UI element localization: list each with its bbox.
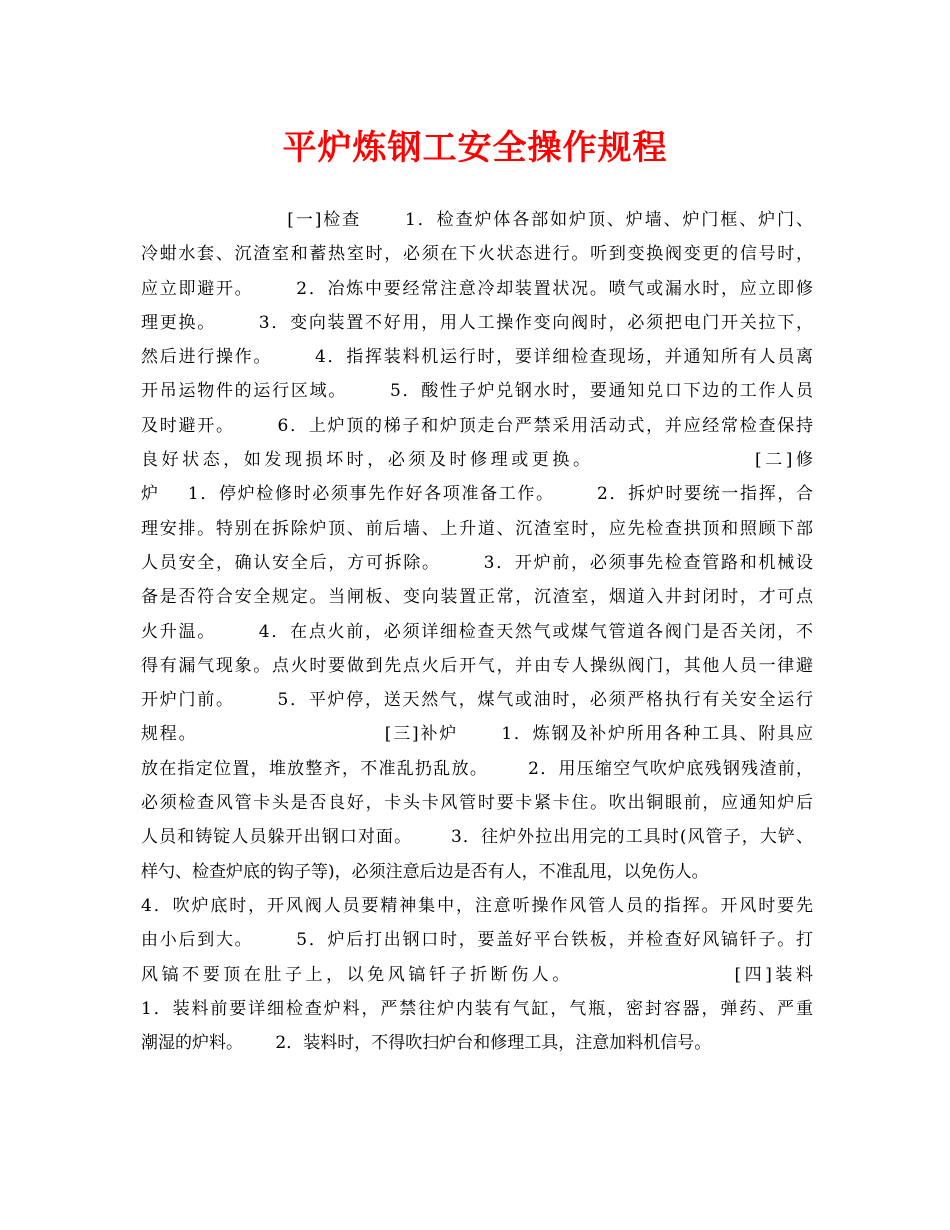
body-line: 风镐不要顶在肚子上，以免风镐钎子折断伤人。 [四]装料: [141, 964, 813, 985]
body-line: 炉 1．停炉检修时必须事先作好各项准备工作。 2．拆炉时要统一指挥，合: [141, 484, 813, 505]
body-line: 潮湿的炉料。 2．装料时，不得吹扫炉台和修理工具，注意加料机信号。: [141, 1033, 712, 1054]
body-line: 良好状态，如发现损坏时，必须及时修理或更换。 [二]修: [141, 450, 813, 471]
body-line: 备是否符合安全规定。当闸板、变向装置正常，沉渣室，烟道入井封闭时，才可点: [141, 587, 813, 608]
body-line: 开炉门前。 5．平炉停，送天然气，煤气或油时，必须严格执行有关安全运行: [141, 690, 813, 711]
body-line: 开吊运物件的运行区域。 5．酸性子炉兑钢水时，要通知兑口下边的工作人员: [141, 381, 813, 402]
body-line: 必须检查风管卡头是否良好，卡头卡风管时要卡紧卡住。吹出铜眼前，应通知炉后: [141, 793, 813, 814]
body-line: [一]检查 1．检查炉体各部如炉顶、炉墙、炉门框、炉门、: [141, 210, 813, 230]
body-line: 火升温。 4．在点火前，必须详细检查天然气或煤气管道各阀门是否关闭，不: [141, 621, 813, 642]
body-line: 应立即避开。 2．冶炼中要经常注意冷却装置状况。喷气或漏水时，应立即修: [141, 278, 813, 299]
body-line: 规程。 [三]补炉 1．炼钢及补炉所用各种工具、附具应: [141, 724, 813, 745]
body-line: 样勺、检查炉底的钩子等)，必须注意后边是否有人，不准乱甩，以免伤人。: [141, 861, 709, 882]
body-line: 放在指定位置，堆放整齐，不准乱扔乱放。 2．用压缩空气吹炉底残钢残渣前，: [141, 758, 813, 779]
document-body: [141, 203, 813, 1060]
body-line: 理更换。 3．变向装置不好用，用人工操作变向阀时，必须把电门开关拉下，: [141, 312, 813, 333]
body-line: 人员安全，确认安全后，方可拆除。 3．开炉前，必须事先检查管路和机械设: [141, 552, 813, 573]
body-line: 得有漏气现象。点火时要做到先点火后开气，并由专人操纵阀门，其他人员一律避: [141, 655, 813, 676]
document-title: 平炉炼钢工安全操作规程: [282, 128, 668, 168]
body-line: 由小后到大。 5．炉后打出钢口时，要盖好平台铁板，并检查好风镐钎子。打: [141, 930, 813, 951]
body-line: 4．吹炉底时，开风阀人员要精神集中，注意听操作风管人员的指挥。开风时要先: [141, 895, 813, 916]
body-line: 冷蚶水套、沉渣室和蓄热室时，必须在下火状态进行。听到变换阀变更的信号时，: [141, 244, 813, 265]
body-line: 1．装料前要详细检查炉料，严禁往炉内装有气缸，气瓶，密封容器，弹药、严重: [141, 998, 813, 1019]
body-line: 及时避开。 6．上炉顶的梯子和炉顶走台严禁采用活动式，并应经常检查保持: [141, 415, 813, 436]
body-line: 人员和铸锭人员躲开出钢口对面。 3．往炉外拉出用完的工具时(风管子，大铲、: [141, 827, 813, 848]
body-line: 然后进行操作。 4．指挥装料机运行时，要详细检查现场，并通知所有人员离: [141, 347, 813, 368]
body-line: 理安排。特别在拆除炉顶、前后墙、上升道、沉渣室时，应先检查拱顶和照顾下部: [141, 518, 813, 539]
